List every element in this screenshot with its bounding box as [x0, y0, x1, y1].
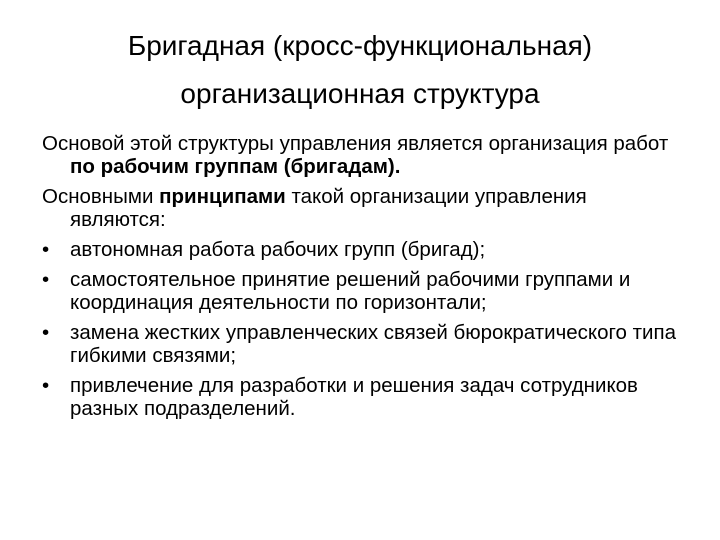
paragraph-principles-text-after: такой организации управления являются: — [70, 185, 587, 231]
list-item-text: самостоятельное принятие решений рабочими группами и координация деятельности по горизонтали; — [70, 268, 631, 314]
list-item-text: привлечение для разработки и решения задач сотрудников разных подразделений. — [70, 374, 638, 420]
paragraph-basis — [42, 132, 682, 178]
slide-body — [42, 132, 682, 427]
title-line-2: организационная структура — [180, 78, 540, 109]
title-line-1: Бригадная (кросс-функциональная) — [127, 30, 593, 61]
paragraph-basis-text: Основой этой структуры управления является организация работ — [42, 132, 669, 155]
list-item — [42, 268, 682, 314]
bullet-icon: • — [42, 268, 50, 291]
paragraph-principles — [42, 185, 682, 231]
paragraph-basis-bold: по рабочим группам (бригадам). — [70, 155, 401, 178]
slide-title — [40, 22, 680, 118]
list-item — [42, 374, 682, 420]
paragraph-principles-bold: принципами — [159, 185, 286, 208]
list-item — [42, 321, 682, 367]
bullet-icon: • — [42, 374, 50, 397]
bullet-icon: • — [42, 238, 50, 261]
list-item-text: замена жестких управленческих связей бюрократического типа гибкими связями; — [70, 321, 676, 367]
bullet-icon: • — [42, 321, 50, 344]
list-item — [42, 238, 682, 261]
list-item-text: автономная работа рабочих групп (бригад); — [70, 238, 486, 261]
paragraph-principles-text-before: Основными — [42, 185, 160, 208]
